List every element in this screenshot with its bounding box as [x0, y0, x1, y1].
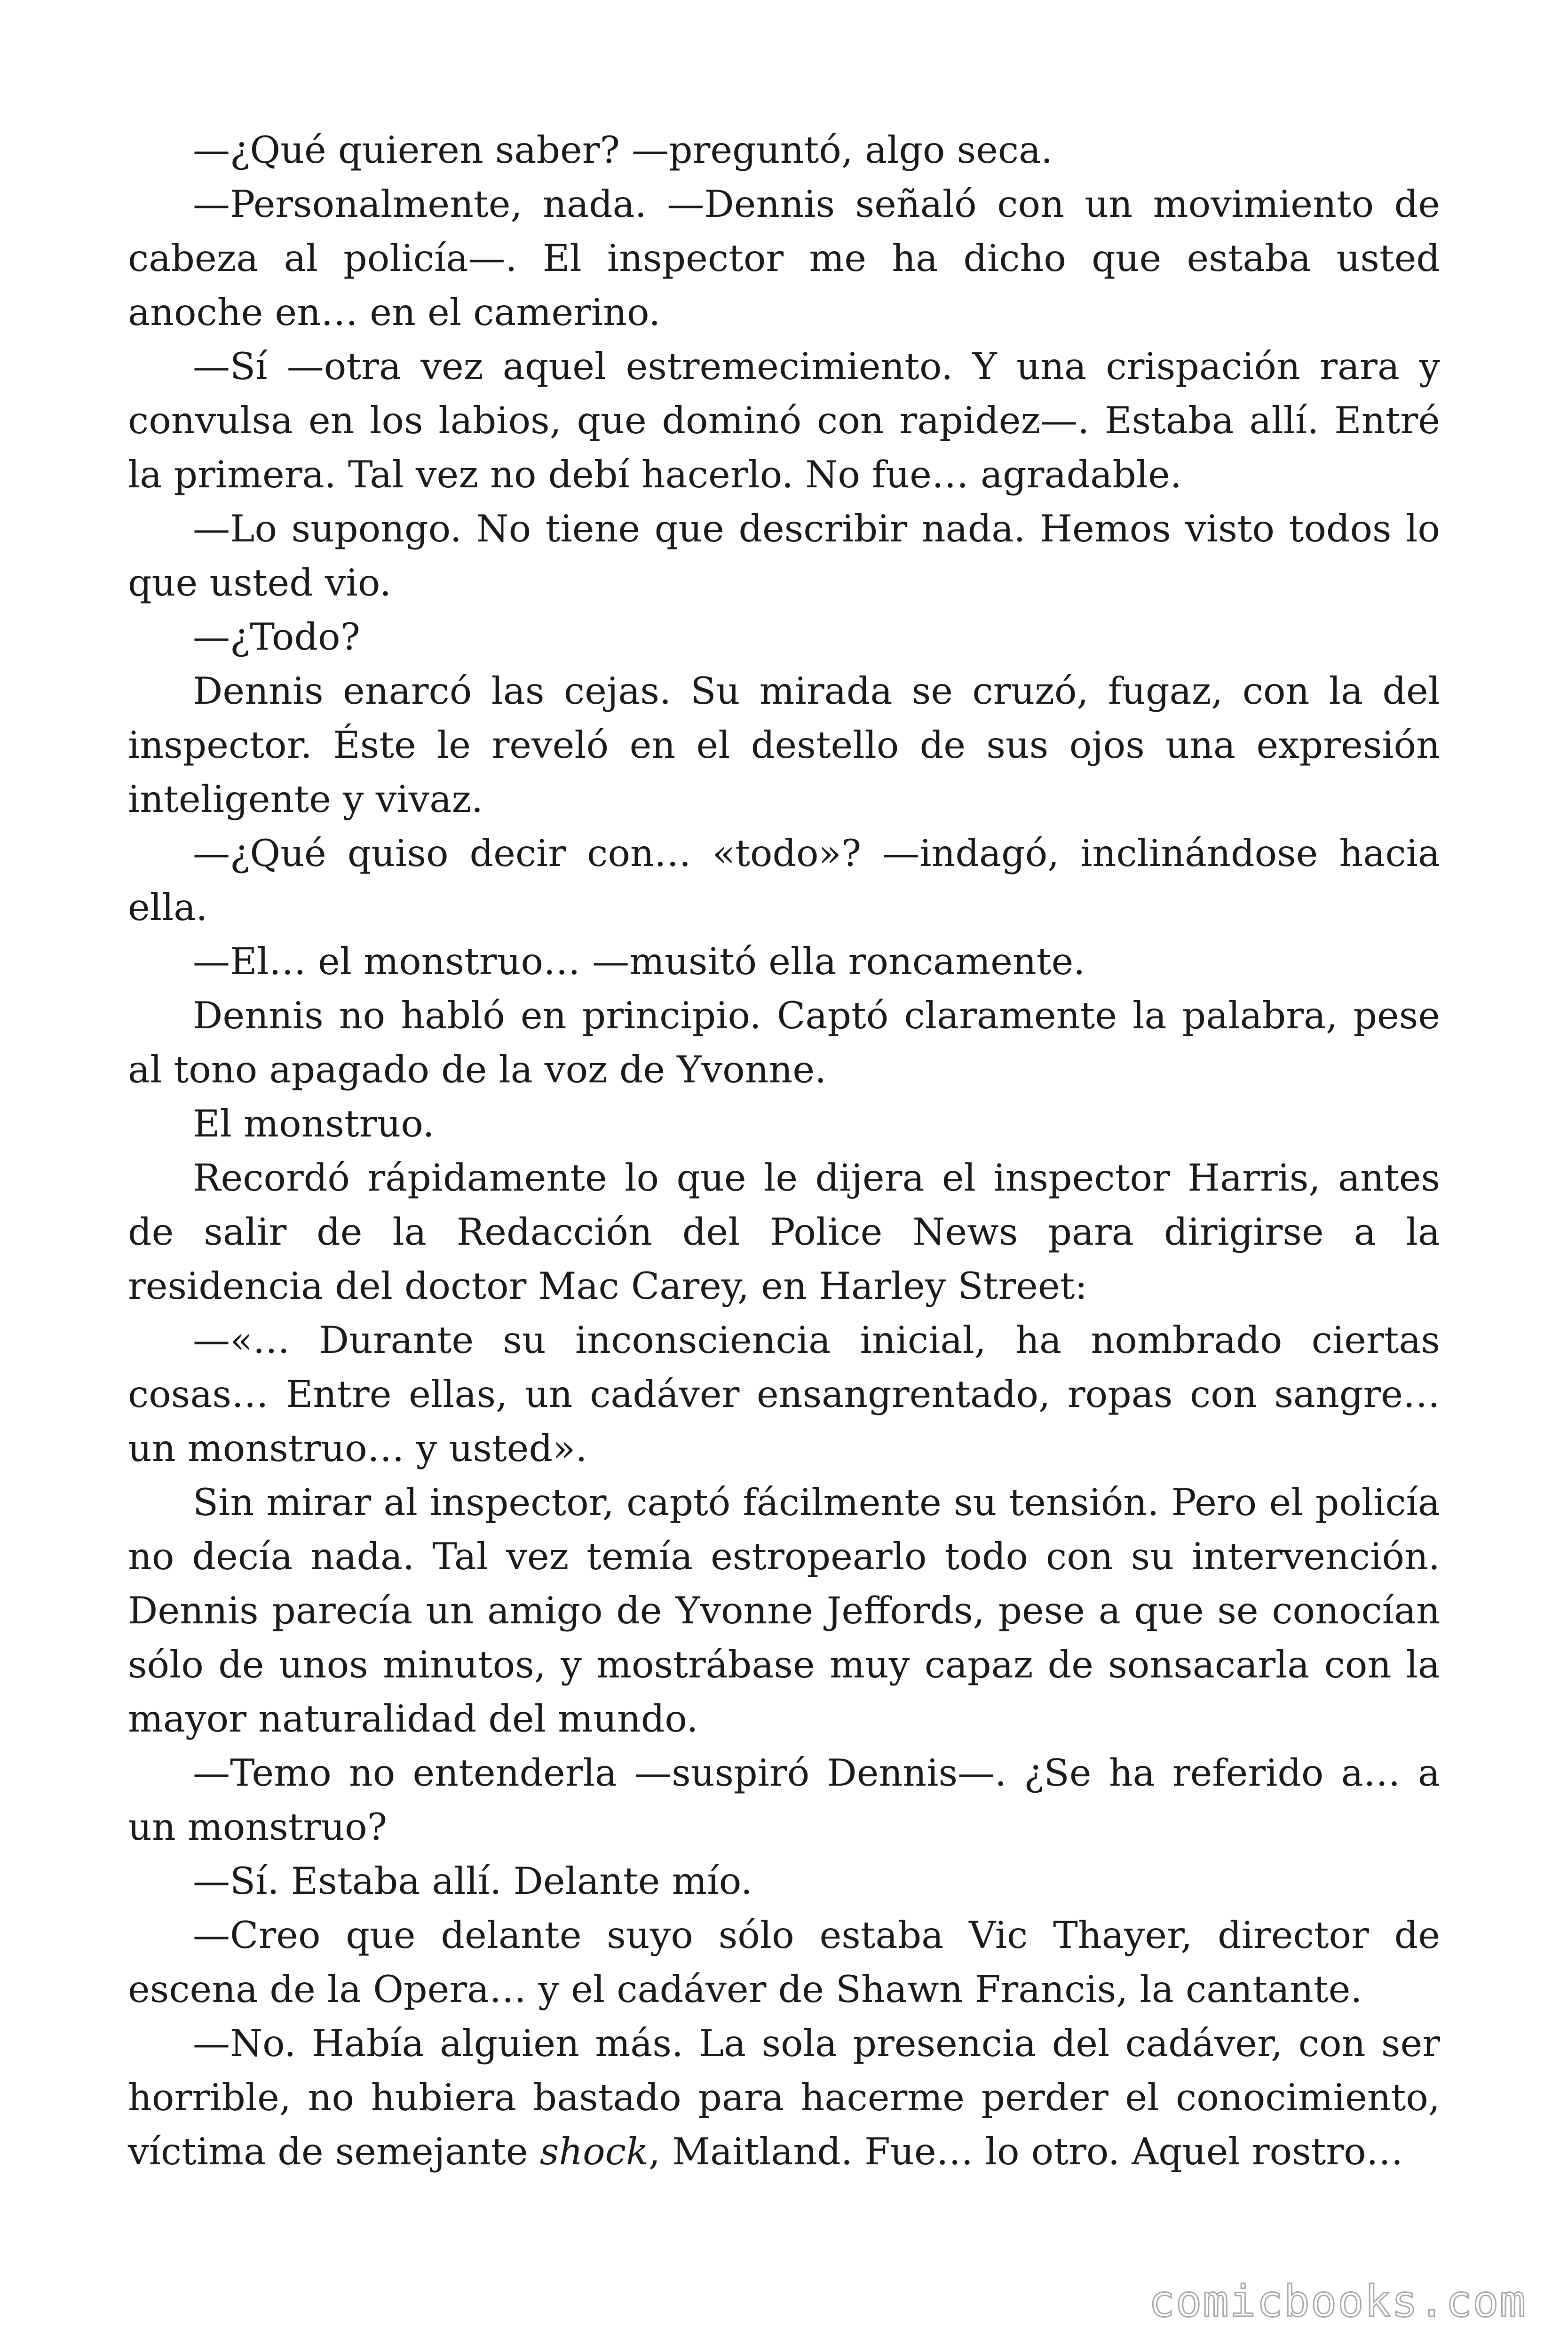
text-span: , Maitland. Fue… lo otro. Aquel rostro…: [648, 2130, 1403, 2173]
paragraph: —Personalmente, nada. —Dennis señaló con un movimiento de cabeza al policía—. El inspector me ha dicho que estaba usted anoche en… en el camerino.: [128, 183, 1440, 334]
paragraph: —Sí —otra vez aquel estremecimiento. Y una crispación rara y convulsa en los labios, que dominó con rapidez—. Estaba allí. Entré la primera. Tal vez no debí hacerlo. No fue… agradable.: [128, 345, 1440, 496]
italic-word: shock: [539, 2130, 649, 2173]
paragraph: —Sí. Estaba allí. Delante mío.: [193, 1859, 752, 1903]
paragraph: —Creo que delante suyo sólo estaba Vic Thayer, director de escena de la Opera… y el cadáver de Shawn Francis, la cantante.: [128, 1914, 1440, 2011]
watermark: comicbooks.com: [1148, 2276, 1527, 2327]
paragraph: El monstruo.: [193, 1102, 435, 1145]
paragraph: —Temo no entenderla —suspiró Dennis—. ¿Se ha referido a… a un monstruo?: [128, 1751, 1440, 1849]
paragraph: —¿Todo?: [193, 615, 360, 659]
paragraph: —Lo supongo. No tiene que describir nada. Hemos visto todos lo que usted vio.: [128, 507, 1440, 604]
paragraph: Dennis no habló en principio. Captó claramente la palabra, pese al tono apagado de la voz de Yvonne.: [128, 994, 1440, 1091]
paragraph: —¿Qué quieren saber? —preguntó, algo seca.: [193, 128, 1053, 172]
paragraph: —«… Durante su inconsciencia inicial, ha nombrado ciertas cosas… Entre ellas, un cadáver ensangrentado, ropas con sangre… un monstruo… y usted».: [128, 1319, 1440, 1470]
paragraph: Dennis enarcó las cejas. Su mirada se cruzó, fugaz, con la del inspector. Éste le reveló en el destello de sus ojos una expresión inteligente y vivaz.: [128, 669, 1440, 821]
paragraph: Sin mirar al inspector, captó fácilmente su tensión. Pero el policía no decía nada. Tal vez temía estropearlo todo con su intervención. Dennis parecía un amigo de Yvonne Jeffords, pese a que se conocían sólo de unos minutos, y mostrábase muy capaz de sonsacarla con la mayor naturalidad del mundo.: [128, 1481, 1440, 1740]
page-body-text: [128, 123, 1440, 2179]
paragraph-last: [128, 2017, 1440, 2179]
text-span: —No. Había alguien más. La sola presencia del cadáver, con ser horrible, no hubiera bastado para hacerme perder el conocimiento, víctima de semejante: [128, 2022, 1440, 2173]
paragraph: —El… el monstruo… —musitó ella roncamente.: [193, 940, 1085, 983]
paragraph: —¿Qué quiso decir con… «todo»? —indagó, inclinándose hacia ella.: [128, 832, 1440, 929]
paragraph: Recordó rápidamente lo que le dijera el inspector Harris, antes de salir de la Redacción del Police News para dirigirse a la residencia del doctor Mac Carey, en Harley Street:: [128, 1156, 1440, 1308]
